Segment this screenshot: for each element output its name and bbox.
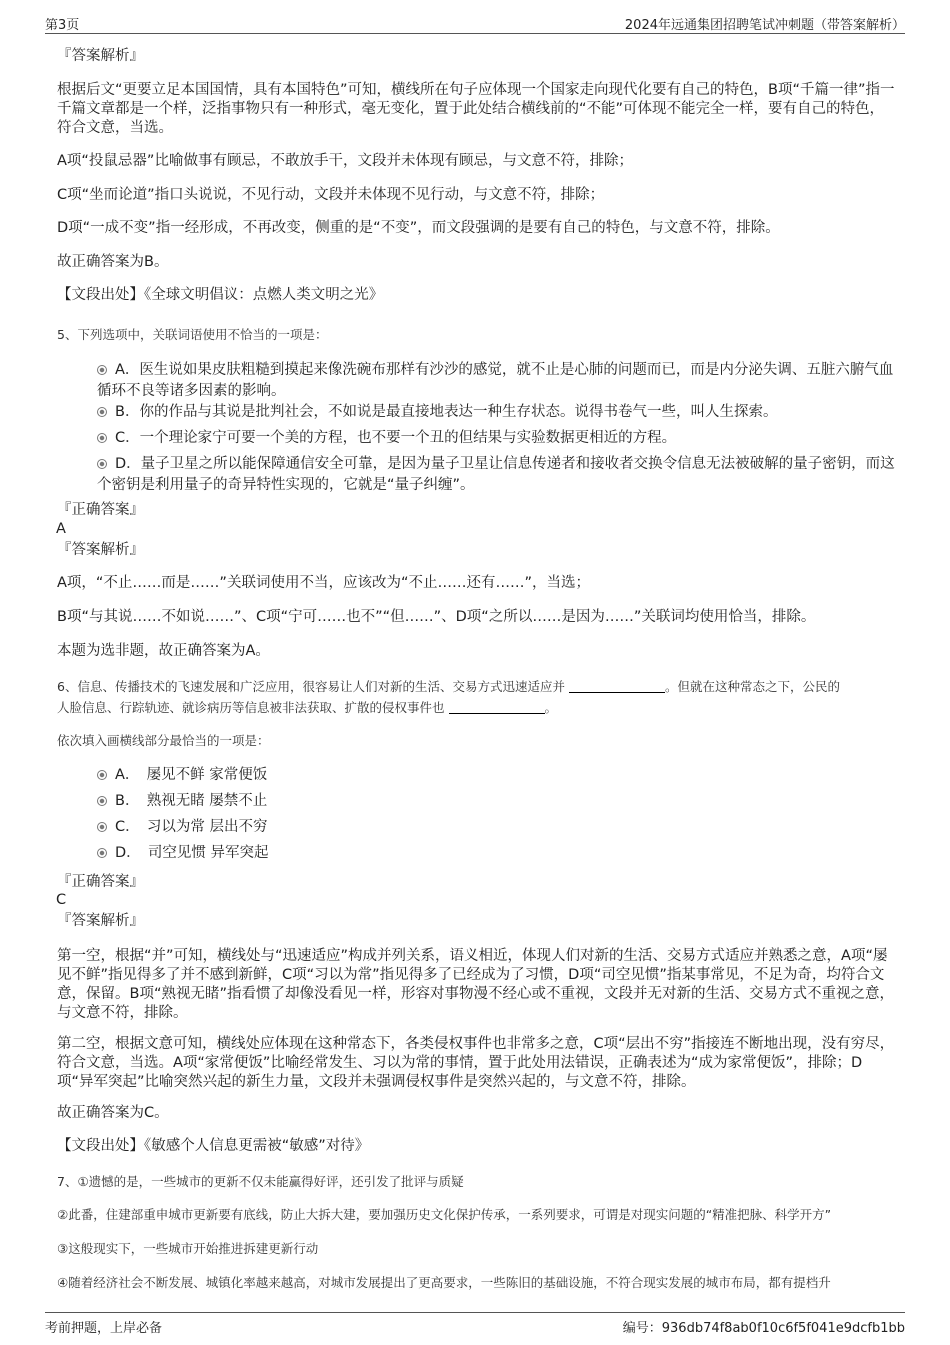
document-id: 编号：936db74f8ab0f10c6f5f041e9dcfb1bb — [622, 1321, 905, 1336]
analysis-paragraph: 第一空，根据“并”可知，横线处与“迅速适应”构成并列关系，语义相近，体现人们对新的生活、交易方式适应并熟悉之意，A项“屡见不鲜”指见得多了并不感到新鲜，C项“习以为常”指见得多了已经成为了习惯，D项“司空见惯”指某事常见，不足为奇，均符合文意，保留。B项“熟视无睹”指看惯了却像没看见一样，形容对事物漫不经心或不重视，文段并无对新的生活、交易方式不重视之意，与文意不符，排除。 — [57, 948, 894, 1021]
option-a[interactable] — [97, 360, 895, 402]
option-d[interactable] — [97, 843, 895, 864]
analysis-paragraph: A项“投鼠忌器”比喻做事有顾忌，不敢放手干，文段并未体现有顾忌，与文意不符，排除； — [57, 153, 633, 169]
answer-statement: 故正确答案为C。 — [57, 1105, 169, 1121]
radio-icon[interactable] — [97, 822, 107, 832]
analysis-paragraph: C项“坐而论道”指口头说说，不见行动，文段并未体现不见行动，与文意不符，排除； — [57, 187, 605, 203]
question-stem — [57, 676, 895, 718]
option-c[interactable] — [97, 428, 895, 449]
option-b[interactable] — [97, 791, 895, 812]
option-text: A．医生说如果皮肤粗糙到摸起来像洗碗布那样有沙沙的感觉，就不止是心肺的问题而已，而是内分泌失调、五脏六腑气血循环不良等诸多因素的影响。 — [97, 362, 894, 399]
analysis-paragraph: 第二空，根据文意可知，横线处应体现在这种常态下，各类侵权事件也非常多之意，C项“层出不穷”指接连不断地出现，没有穷尽，符合文意，当选。A项“家常便饭”比喻经常发生、习以为常的事情，置于此处用法错误，正确表述为“成为家常便饭”，排除；D项“异军突起”比喻突然兴起的新生力量，文段并未强调侵权事件是突然兴起的，与文意不符，排除。 — [57, 1036, 895, 1090]
option-text: D．量子卫星之所以能保障通信安全可靠，是因为量子卫星让信息传递者和接收者交换令信息无法被破解的量子密钥，而这个密钥是利用量子的奇异特性实现的，它就是“量子纠缠”。 — [97, 456, 895, 493]
page-header — [45, 11, 905, 34]
analysis-paragraph: B项“与其说……不如说……”、C项“宁可……也不”“但……”、D项“之所以……是因为……”关联词均使用恰当，排除。 — [57, 609, 816, 625]
correct-answer-label: 『正确答案』 — [57, 502, 144, 518]
radio-icon[interactable] — [97, 365, 107, 375]
correct-answer-label: 『正确答案』 — [57, 874, 144, 890]
radio-icon[interactable] — [97, 770, 107, 780]
option-text: C． 习以为常 层出不穷 — [115, 819, 268, 835]
stem-text: 。但就在这种常态之下，公民的 — [664, 679, 840, 694]
page-footer — [45, 1312, 905, 1337]
analysis-label: 『答案解析』 — [57, 542, 144, 558]
footer-slogan: 考前押题，上岸必备 — [45, 1321, 163, 1336]
document-title: 2024年远通集团招聘笔试冲刺题（带答案解析） — [624, 18, 905, 33]
option-text: A． 屡见不鲜 家常便饭 — [115, 767, 268, 783]
question-sentence: ②此番，住建部重申城市更新要有底线，防止大拆大建，要加强历史文化保护传承，一系列要求，可谓是对现实问题的“精准把脉、科学开方” — [57, 1207, 832, 1222]
radio-icon[interactable] — [97, 459, 107, 469]
option-c[interactable] — [97, 817, 895, 838]
question-stem: 5、下列选项中，关联词语使用不恰当的一项是： — [57, 327, 328, 342]
option-a[interactable] — [97, 765, 895, 786]
source-citation: 【文段出处】《敏感个人信息更需被“敏感”对待》 — [57, 1138, 370, 1154]
stem-text: 。 — [544, 700, 558, 715]
radio-icon[interactable] — [97, 407, 107, 417]
option-b[interactable] — [97, 402, 895, 423]
option-text: B．你的作品与其说是批判社会，不如说是最直接地表达一种生存状态。说得书卷气一些，叫人生探索。 — [115, 404, 778, 420]
question-sentence: ③这般现实下，一些城市开始推进拆建更新行动 — [57, 1241, 319, 1256]
fill-blank — [449, 701, 545, 714]
radio-icon[interactable] — [97, 848, 107, 858]
analysis-paragraph: D项“一成不变”指一经形成，不再改变，侧重的是“不变”，而文段强调的是要有自己的特色，与文意不符，排除。 — [57, 220, 780, 236]
answer-statement: 本题为选非题，故正确答案为A。 — [57, 643, 270, 659]
option-text: B． 熟视无睹 屡禁不止 — [115, 793, 268, 809]
correct-answer: A — [56, 521, 66, 537]
radio-icon[interactable] — [97, 796, 107, 806]
question-sentence: 7、①遗憾的是，一些城市的更新不仅未能赢得好评，还引发了批评与质疑 — [57, 1174, 464, 1189]
answer-statement: 故正确答案为B。 — [57, 254, 169, 270]
correct-answer: C — [56, 892, 67, 908]
analysis-label: 『答案解析』 — [57, 48, 144, 64]
page-number: 第3页 — [45, 18, 80, 33]
stem-text: 6、信息、传播技术的飞速发展和广泛应用，很容易让人们对新的生活、交易方式迅速适应并 — [57, 679, 565, 694]
radio-icon[interactable] — [97, 433, 107, 443]
analysis-label: 『答案解析』 — [57, 913, 144, 929]
option-text: D． 司空见惯 异军突起 — [115, 845, 269, 861]
option-text: C．一个理论家宁可要一个美的方程，也不要一个丑的但结果与实验数据更相近的方程。 — [115, 430, 677, 446]
source-citation: 【文段出处】《全球文明倡议：点燃人类文明之光》 — [57, 287, 384, 303]
analysis-paragraph: 根据后文“更要立足本国国情，具有本国特色”可知，横线所在句子应体现一个国家走向现代化要有自己的特色，B项“千篇一律”指一千篇文章都是一个样，泛指事物只有一种形式，毫无变化，置于此处结合横线前的“不能”可体现不能完全一样，要有自己的特色，符合文意，当选。 — [57, 82, 895, 136]
question-instruction: 依次填入画横线部分最恰当的一项是： — [57, 733, 270, 748]
option-d[interactable] — [97, 454, 895, 496]
fill-blank — [569, 680, 665, 693]
question-sentence: ④随着经济社会不断发展、城镇化率越来越高，对城市发展提出了更高要求，一些陈旧的基础设施，不符合现实发展的城市布局，都有提档升 — [57, 1275, 831, 1290]
analysis-paragraph: A项，“不止……而是……”关联词使用不当，应该改为“不止……还有……”，当选； — [57, 575, 590, 591]
stem-text: 人脸信息、行踪轨迹、就诊病历等信息被非法获取、扩散的侵权事件也 — [57, 700, 445, 715]
